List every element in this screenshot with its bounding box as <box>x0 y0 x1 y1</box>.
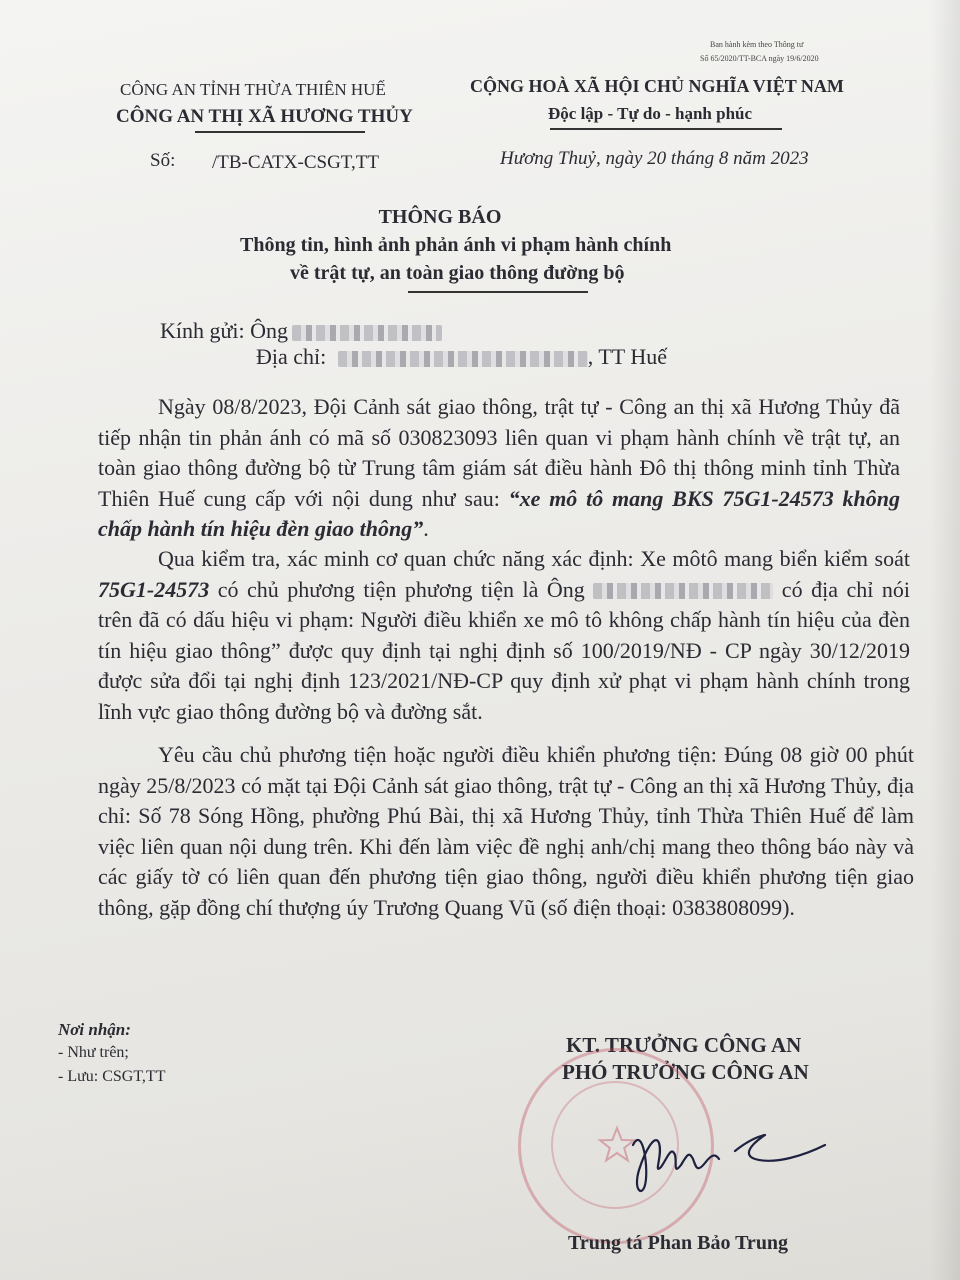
address-label: Địa chỉ: <box>256 344 327 369</box>
redacted-owner <box>593 583 773 599</box>
title-underline <box>408 291 588 293</box>
signer-name: Trung tá Phan Bảo Trung <box>568 1232 789 1254</box>
corner-note-2: Số 65/2020/TT-BCA ngày 19/6/2020 <box>700 54 819 63</box>
recipients-title: Nơi nhận: <box>58 1020 131 1039</box>
body-paragraph-1 <box>98 392 900 545</box>
p1-end: . <box>423 516 429 541</box>
agency-name: CÔNG AN THỊ XÃ HƯƠNG THỦY <box>116 106 413 127</box>
p2-text-b: có chủ phương tiện phương tiện là Ông <box>209 576 594 602</box>
doc-subtitle-2: về trật tự, an toàn giao thông đường bộ <box>290 262 625 284</box>
signature-title-1: KT. TRƯỞNG CÔNG AN <box>566 1033 802 1057</box>
p2-plate: 75G1-24573 <box>98 576 210 602</box>
nation-title: CỘNG HOÀ XÃ HỘI CHỦ NGHĨA VIỆT NAM <box>470 76 844 96</box>
p1-quote: “xe mô tô mang BKS 75G1-24573 không chấp hành tín hiệu đèn giao thông” <box>98 485 901 541</box>
signature-title-2: PHÓ TRƯỞNG CÔNG AN <box>562 1060 809 1084</box>
page-edge-shadow <box>930 0 960 1280</box>
redacted-address <box>338 351 588 367</box>
nation-motto: Độc lập - Tự do - hạnh phúc <box>548 104 753 123</box>
agency-parent: CÔNG AN TỈNH THỪA THIÊN HUẾ <box>120 80 386 99</box>
p2-text-c: có địa chỉ nói trên đã có dấu hiệu vi phạm: Người điều khiển xe mô tô không chấp hành tín hiệu của đèn tín hiệu giao thông” được quy định tại nghị định số 100/2019/NĐ - CP ngày 30/12/2019 được sửa đổi tại nghị định 123/2021/NĐ-CP quy định xử phạt vi phạm hành chính trong lĩnh vực giao thông đường bộ và đường sắt. <box>98 576 910 724</box>
doc-title: THÔNG BÁO <box>378 206 502 228</box>
address-line <box>256 344 667 370</box>
motto-underline <box>550 128 782 130</box>
address-suffix: , TT Huế <box>587 344 667 369</box>
doc-number: /TB-CATX-CSGT,TT <box>212 152 379 173</box>
handwritten-signature <box>615 1115 835 1200</box>
corner-note-1: Ban hành kèm theo Thông tư <box>710 40 804 49</box>
recipients-item-2: - Lưu: CSGT,TT <box>58 1068 166 1085</box>
recipients-item-1: - Như trên; <box>58 1044 129 1061</box>
agency-underline <box>195 131 365 133</box>
doc-subtitle-1: Thông tin, hình ảnh phản ánh vi phạm hành chính <box>240 234 672 256</box>
p2-text-a: Qua kiểm tra, xác minh cơ quan chức năng xác định: Xe môtô mang biển kiểm soát <box>158 546 910 571</box>
to-label: Kính gửi: Ông <box>160 318 289 343</box>
doc-number-label: Số: <box>150 150 176 171</box>
redacted-name <box>292 325 442 341</box>
body-paragraph-2 <box>98 544 910 727</box>
place-date: Hương Thuỷ, ngày 20 tháng 8 năm 2023 <box>500 148 809 169</box>
to-line <box>160 318 442 344</box>
body-paragraph-3: Yêu cầu chủ phương tiện hoặc người điều khiển phương tiện: Đúng 08 giờ 00 phút ngày 25/8/2023 có mặt tại Đội Cảnh sát giao thông, trật tự - Công an thị xã Hương Thủy, địa chỉ: Số 78 Sóng Hồng, phường Phú Bài, thị xã Hương Thủy, tỉnh Thừa Thiên Huế để làm việc liên quan nội dung trên. Khi đến làm việc đề nghị anh/chị mang theo thông báo này và các giấy tờ có liên quan đến phương tiện giao thông, người điều khiển phương tiện giao thông, gặp đồng chí thượng úy Trương Quang Vũ (số điện thoại: 0383808099). <box>98 742 914 920</box>
p1-text: Ngày 08/8/2023, Đội Cảnh sát giao thông, trật tự - Công an thị xã Hương Thủy đã tiếp nhận tin phản ánh có mã số 030823093 liên quan vi phạm hành chính về trật tự, an toàn giao thông đường bộ từ Trung tâm giám sát điều hành Đô thị thông minh tỉnh Thừa Thiên Huế cung cấp với nội dung như sau: <box>98 394 900 511</box>
